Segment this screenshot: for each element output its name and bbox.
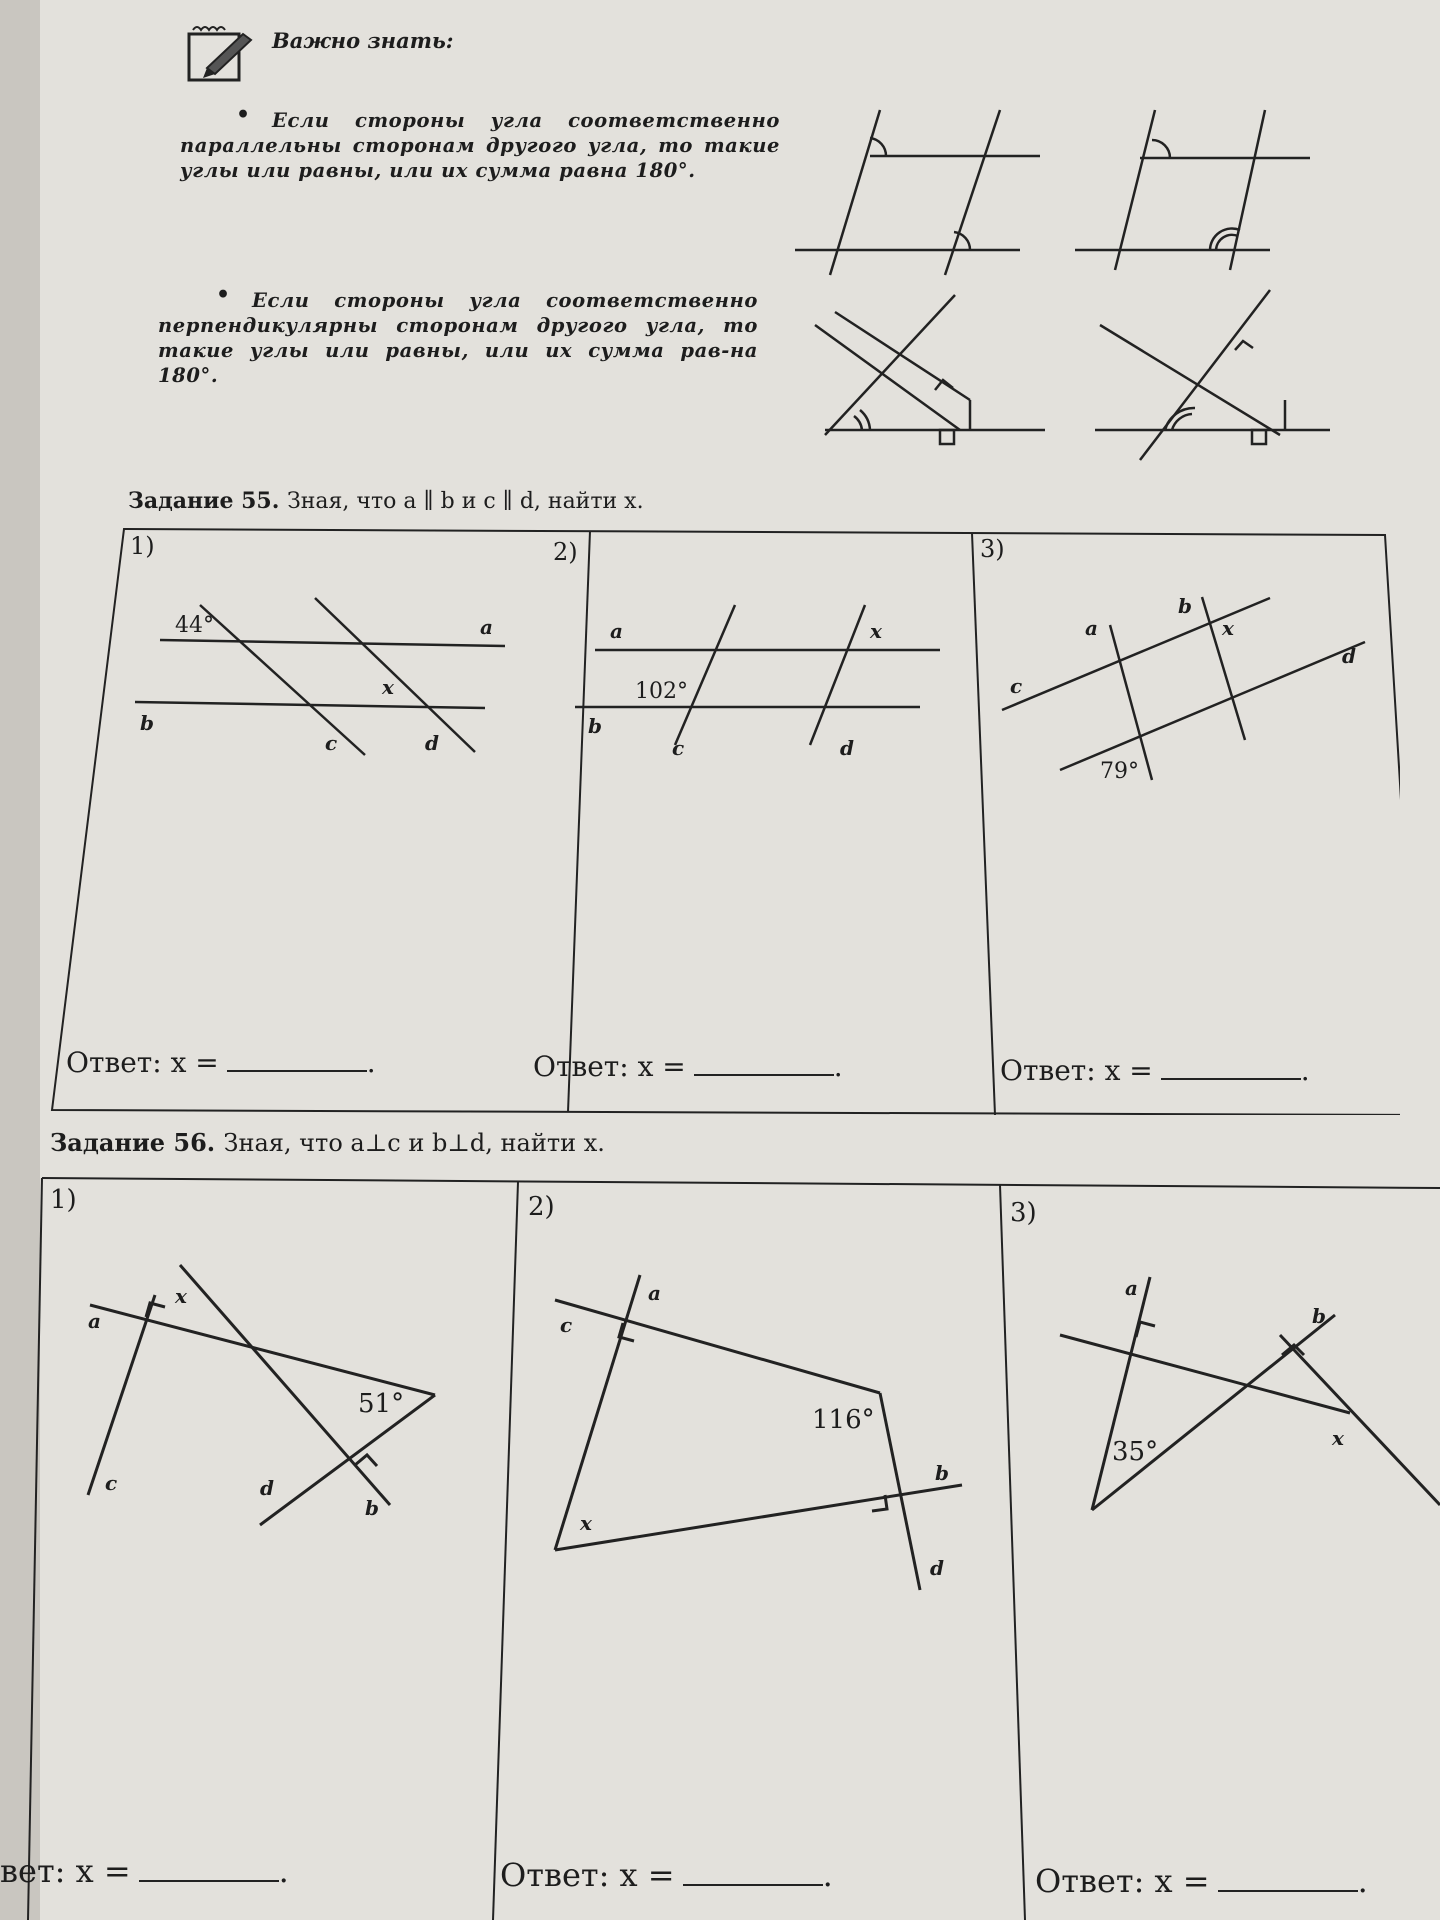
line-label-b: b — [365, 1496, 379, 1520]
answer-label: Ответ: x = — [66, 1046, 219, 1079]
line-label-a: a — [480, 615, 493, 639]
answer-label: Ответ: x = — [533, 1050, 686, 1083]
answer-blank[interactable] — [1161, 1056, 1301, 1080]
task55-cell1-number: 1) — [130, 532, 155, 560]
line-label-c: c — [105, 1471, 118, 1495]
line-label-d: d — [1342, 644, 1356, 668]
task56-cell3-number: 3) — [1010, 1198, 1037, 1228]
line-label-d: d — [840, 736, 854, 760]
bullet-2: • — [216, 282, 231, 308]
task56-condition: Зная, что a⊥c и b⊥d, найти x. — [223, 1129, 605, 1157]
angle-116: 116° — [812, 1405, 875, 1435]
angle-51: 51° — [358, 1389, 405, 1419]
line-label-d: d — [425, 731, 439, 755]
unknown-x: x — [1222, 616, 1234, 640]
task56-title: Задание 56. — [50, 1128, 216, 1157]
answer-blank[interactable] — [694, 1052, 834, 1076]
task55-title: Задание 55. — [128, 488, 280, 514]
unknown-x: x — [580, 1511, 592, 1535]
line-label-b: b — [1312, 1304, 1326, 1328]
line-label-b: b — [1178, 594, 1192, 618]
answer-blank[interactable] — [227, 1048, 367, 1072]
answer-end: . — [833, 1050, 843, 1083]
angle-44: 44° — [175, 613, 214, 638]
answer-end: . — [1357, 1862, 1368, 1900]
answer-blank[interactable] — [139, 1858, 279, 1882]
line-label-a: a — [648, 1281, 661, 1305]
task55-diagram-3 — [990, 585, 1390, 795]
angle-102: 102° — [635, 679, 688, 704]
answer-label: вет: x = — [0, 1852, 131, 1890]
task56-cell2-number: 2) — [528, 1192, 555, 1222]
rule-illustrations — [790, 100, 1350, 470]
note-title: Важно знать: — [272, 28, 454, 53]
task55-diagram-1 — [120, 590, 520, 770]
line-label-d: d — [260, 1476, 274, 1500]
task55-cell3-number: 3) — [980, 535, 1005, 563]
task55-answer-1 — [66, 1046, 376, 1079]
rule-perpendicular: Если стороны угла соответственно перпендикулярны сторонам другого угла, то такие углы или равны, или их сумма рав-на 180°. — [158, 289, 758, 387]
answer-end: . — [366, 1046, 376, 1079]
task56-diagram-1 — [60, 1250, 480, 1530]
line-label-c: c — [672, 736, 685, 760]
answer-end: . — [822, 1856, 833, 1894]
line-label-b: b — [140, 711, 154, 735]
rule-parallel: Если стороны угла соответственно параллельны сторонам другого угла, то такие углы или равны, или их сумма равна 180°. — [180, 109, 780, 182]
unknown-x: x — [870, 619, 882, 643]
task55-header — [128, 488, 644, 514]
line-label-c: c — [560, 1313, 573, 1337]
answer-end: . — [278, 1852, 289, 1890]
task55-condition: Зная, что a ∥ b и c ∥ d, найти x. — [287, 489, 644, 514]
task55-cell2-number: 2) — [553, 538, 578, 566]
angle-35: 35° — [1112, 1437, 1159, 1467]
task56-header — [50, 1128, 605, 1157]
task56-answer-2 — [500, 1856, 833, 1894]
answer-label: Ответ: x = — [500, 1856, 675, 1894]
task55-answer-2 — [533, 1050, 843, 1083]
answer-blank[interactable] — [1218, 1868, 1358, 1892]
answer-label: Ответ: x = — [1000, 1054, 1153, 1087]
task56-answer-3 — [1035, 1862, 1368, 1900]
task56-cell1-number: 1) — [50, 1185, 77, 1215]
notebook-pencil-icon — [183, 24, 263, 88]
line-label-d: d — [930, 1556, 944, 1580]
line-label-b: b — [935, 1461, 949, 1485]
line-label-a: a — [88, 1309, 101, 1333]
line-label-a: a — [610, 619, 623, 643]
bullet-1: • — [236, 102, 251, 128]
task56-diagram-3 — [1050, 1265, 1440, 1525]
unknown-x: x — [1332, 1426, 1344, 1450]
line-label-c: c — [325, 731, 338, 755]
angle-79: 79° — [1100, 759, 1139, 784]
answer-end: . — [1300, 1054, 1310, 1087]
line-label-a: a — [1125, 1276, 1138, 1300]
line-label-a: a — [1085, 616, 1098, 640]
task56-answer-1 — [0, 1852, 289, 1890]
answer-label: Ответ: x = — [1035, 1862, 1210, 1900]
task56-diagram-2 — [540, 1260, 980, 1600]
unknown-x: x — [382, 675, 394, 699]
line-label-b: b — [588, 714, 602, 738]
unknown-x: x — [175, 1284, 187, 1308]
task55-answer-3 — [1000, 1054, 1310, 1087]
line-label-c: c — [1010, 674, 1023, 698]
answer-blank[interactable] — [683, 1862, 823, 1886]
task55-diagram-2 — [560, 590, 960, 770]
